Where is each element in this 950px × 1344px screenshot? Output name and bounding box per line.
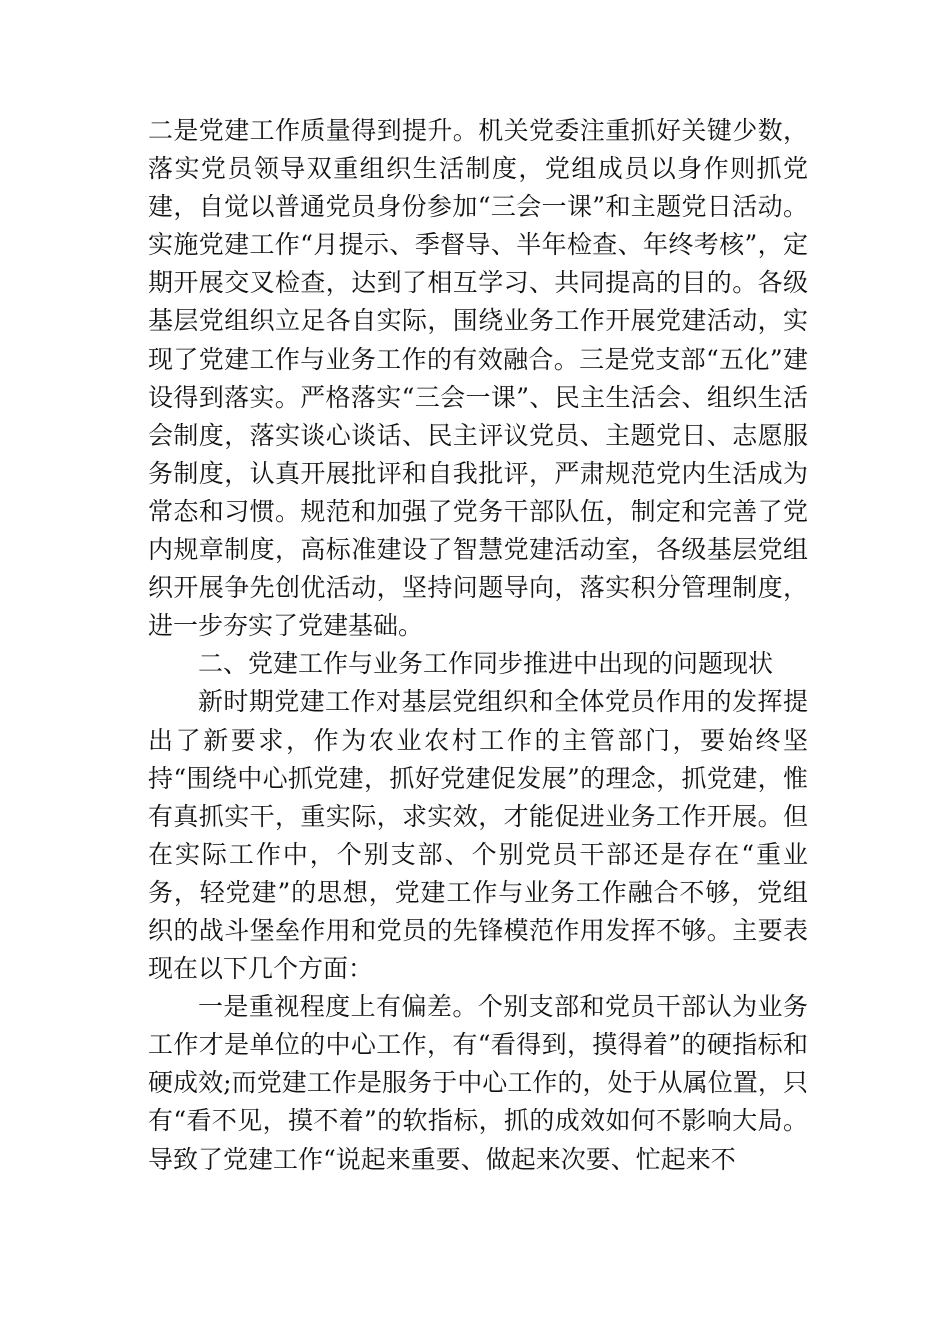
paragraph-party-quality: 二是党建工作质量得到提升。机关党委注重抓好关键少数，落实党员领导双重组织生活制度，党组成员以身作则抓党建，自觉以普通党员身份参加“三会一课”和主题党日活动。实施党建工作“月提示、季督导、半年检查、年终考核”，定期开展交叉检查，达到了相互学习、共同提高的目的。各级基层党组织立足各自实际，围绕业务工作开展党建活动，实现了党建工作与业务工作的有效融合。三是党支部“五化”建设得到落实。严格落实“三会一课”、民主生活会、组织生活会制度，落实谈心谈话、民主评议党员、主题党日、志愿服务制度，认真开展批评和自我批评，严肃规范党内生活成为常态和习惯。规范和加强了党务干部队伍，制定和完善了党内规章制度，高标准建设了智慧党建活动室，各级基层党组织开展争先创优活动，坚持问题导向，落实积分管理制度，进一步夯实了党建基础。: [148, 116, 808, 641]
paragraph-new-era-requirements: 新时期党建工作对基层党组织和全体党员作用的发挥提出了新要求，作为农业农村工作的主管部门，要始终坚持“围绕中心抓党建，抓好党建促发展”的理念，抓党建，惟有真抓实干，重实际，求实效，才能促进业务工作开展。但在实际工作中，个别支部、个别党员干部还是存在“重业务，轻党建”的思想，党建工作与业务工作融合不够，党组织的战斗堡垒作用和党员的先锋模范作用发挥不够。主要表现在以下几个方面：: [148, 687, 808, 984]
section-heading-problems: 二、党建工作与业务工作同步推进中出现的问题现状: [198, 649, 774, 679]
paragraph-attention-deviation: 一是重视程度上有偏差。个别支部和党员干部认为业务工作才是单位的中心工作，有“看得到，摸得着”的硬指标和硬成效;而党建工作是服务于中心工作的，处于从属位置，只有“看不见，摸不着”的软指标，抓的成效如何不影响大局。导致了党建工作“说起来重要、做起来次要、忙起来不: [148, 992, 808, 1174]
document-body: [148, 112, 808, 1179]
